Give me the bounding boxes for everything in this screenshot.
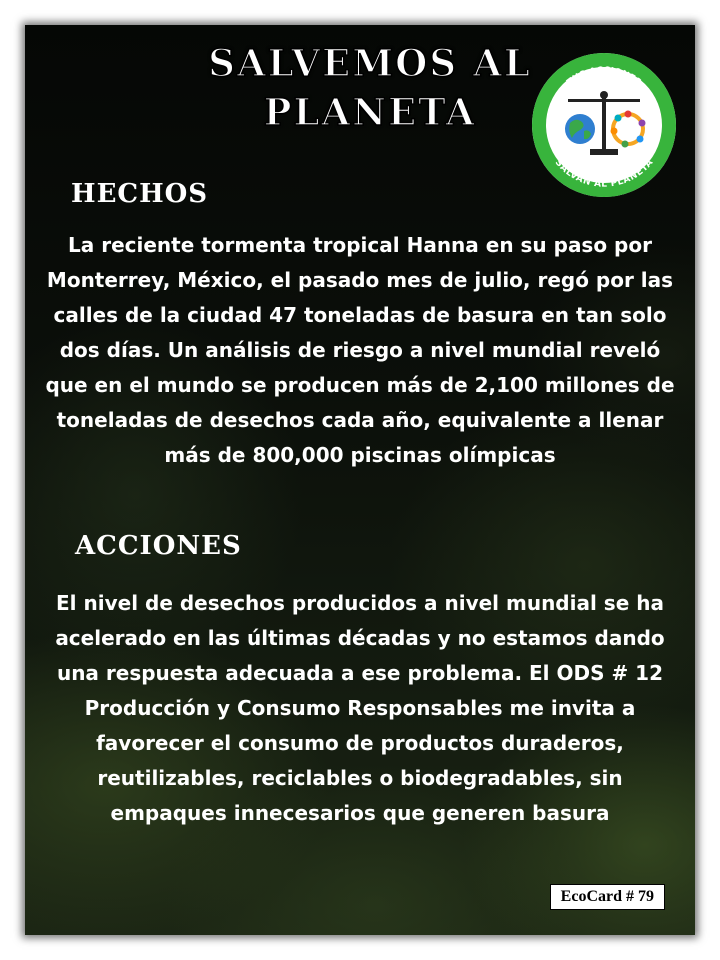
acciones-text: El nivel de desechos producidos a nivel mundial se ha acelerado en las últimas décadas y no estamos dando una respuesta adecuada a ese problema. El ODS # 12 Producción y Consumo Responsables me invita a favorecer el consumo de productos duraderos, reutilizables, reciclables o biodegradables, sin empaques innecesarios que generen basura: [55, 591, 665, 825]
hechos-heading: HECHOS: [71, 179, 209, 209]
card-title: SALVEMOS AL PLANETA: [208, 41, 532, 134]
logo-bottom-text: SALVAN AL PLANETA: [552, 157, 656, 190]
acciones-heading: ACCIONES: [75, 531, 242, 561]
hechos-text: La reciente tormenta tropical Hanna en su paso por Monterrey, México, el pasado mes de julio, regó por las calles de la ciudad 47 toneladas de basura en tan solo dos días. Un análisis de riesgo a nivel mundial reveló que en el mundo se producen más de 2,100 millones de toneladas de desechos cada año, equivalente a llenar más de 800,000 piscinas olímpicas: [45, 233, 675, 467]
logo-top-text: TUS ACCIONES: [565, 65, 643, 89]
logo-badge: [530, 51, 678, 199]
earth-icon: [565, 114, 595, 144]
ecocard-badge: EcoCard # 79: [550, 884, 665, 910]
eco-card: [25, 25, 695, 935]
